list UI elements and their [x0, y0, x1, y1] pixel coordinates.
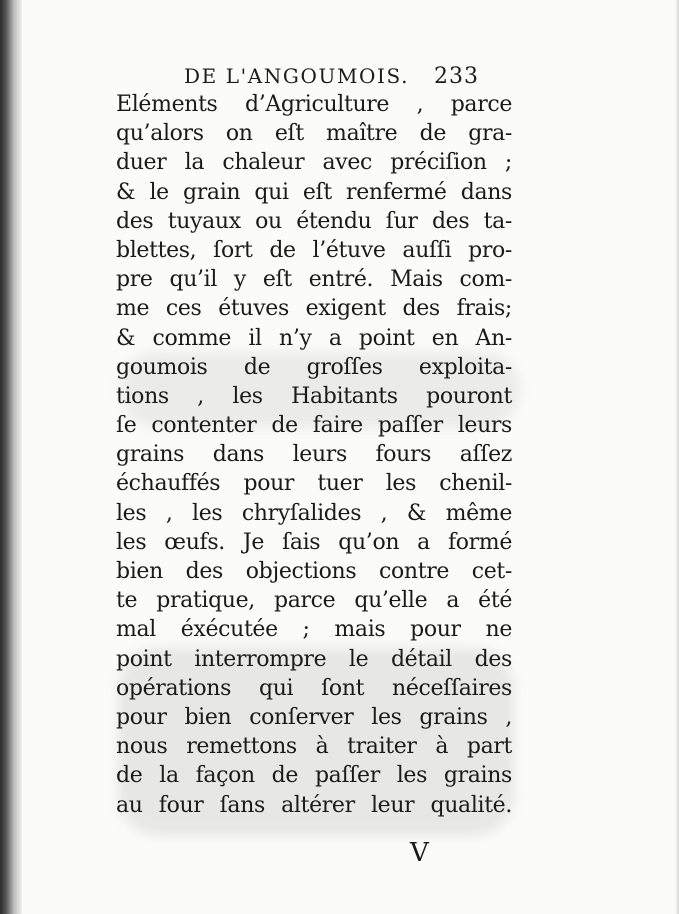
text-line: échauffés pour tuer les chenil-	[116, 471, 512, 497]
text-line: & le grain qui eſt renfermé dans	[116, 179, 512, 205]
text-line: duer la chaleur avec préciſion ;	[116, 150, 512, 176]
text-line: nous remettons à traiter à part	[116, 734, 512, 760]
text-line: mal éxécutée ; mais pour ne	[116, 617, 512, 643]
text-line: blettes, ſort de l’étuve auſſi pro-	[116, 237, 512, 263]
book-gutter-shadow	[0, 0, 22, 914]
page-edge	[675, 0, 679, 914]
text-line: les œufs. Je ſais qu’on a formé	[116, 529, 512, 555]
text-line: te pratique, parce qu’elle a été	[116, 588, 512, 614]
text-line: pre qu’il y eſt entré. Mais com-	[116, 267, 512, 293]
text-line: tions , les Habitants pouront	[116, 383, 512, 409]
text-line: me ces étuves exigent des frais;	[116, 296, 512, 322]
text-line: & comme il n’y a point en An-	[116, 325, 512, 351]
text-line: Eléments d’Agriculture , parce	[116, 92, 512, 117]
body-text	[116, 90, 512, 820]
text-line: des tuyaux ou étendu ſur des ta-	[116, 208, 512, 234]
text-line: pour bien conſerver les grains ,	[116, 704, 512, 730]
text-line: ſe contenter de faire paſſer leurs	[116, 413, 512, 439]
text-line: de la façon de paſſer les grains	[116, 763, 512, 789]
text-line: les , les chryſalides , & même	[116, 500, 512, 526]
text-line: bien des objections contre cet-	[116, 559, 512, 584]
text-line: grains dans leurs fours aſſez	[116, 442, 512, 468]
text-line: au four ſans altérer leur qualité.	[116, 792, 512, 818]
page-number: 233	[434, 64, 479, 89]
text-line: qu’alors on eſt maître de gra-	[116, 121, 512, 147]
text-line: point interrompre le détail des	[116, 646, 512, 672]
signature-mark: V	[410, 838, 429, 868]
text-line: goumois de groſſes exploita-	[116, 354, 512, 380]
text-line: opérations qui ſont néceſſaires	[116, 675, 512, 701]
running-title: DE L'ANGOUMOIS.	[184, 64, 410, 88]
